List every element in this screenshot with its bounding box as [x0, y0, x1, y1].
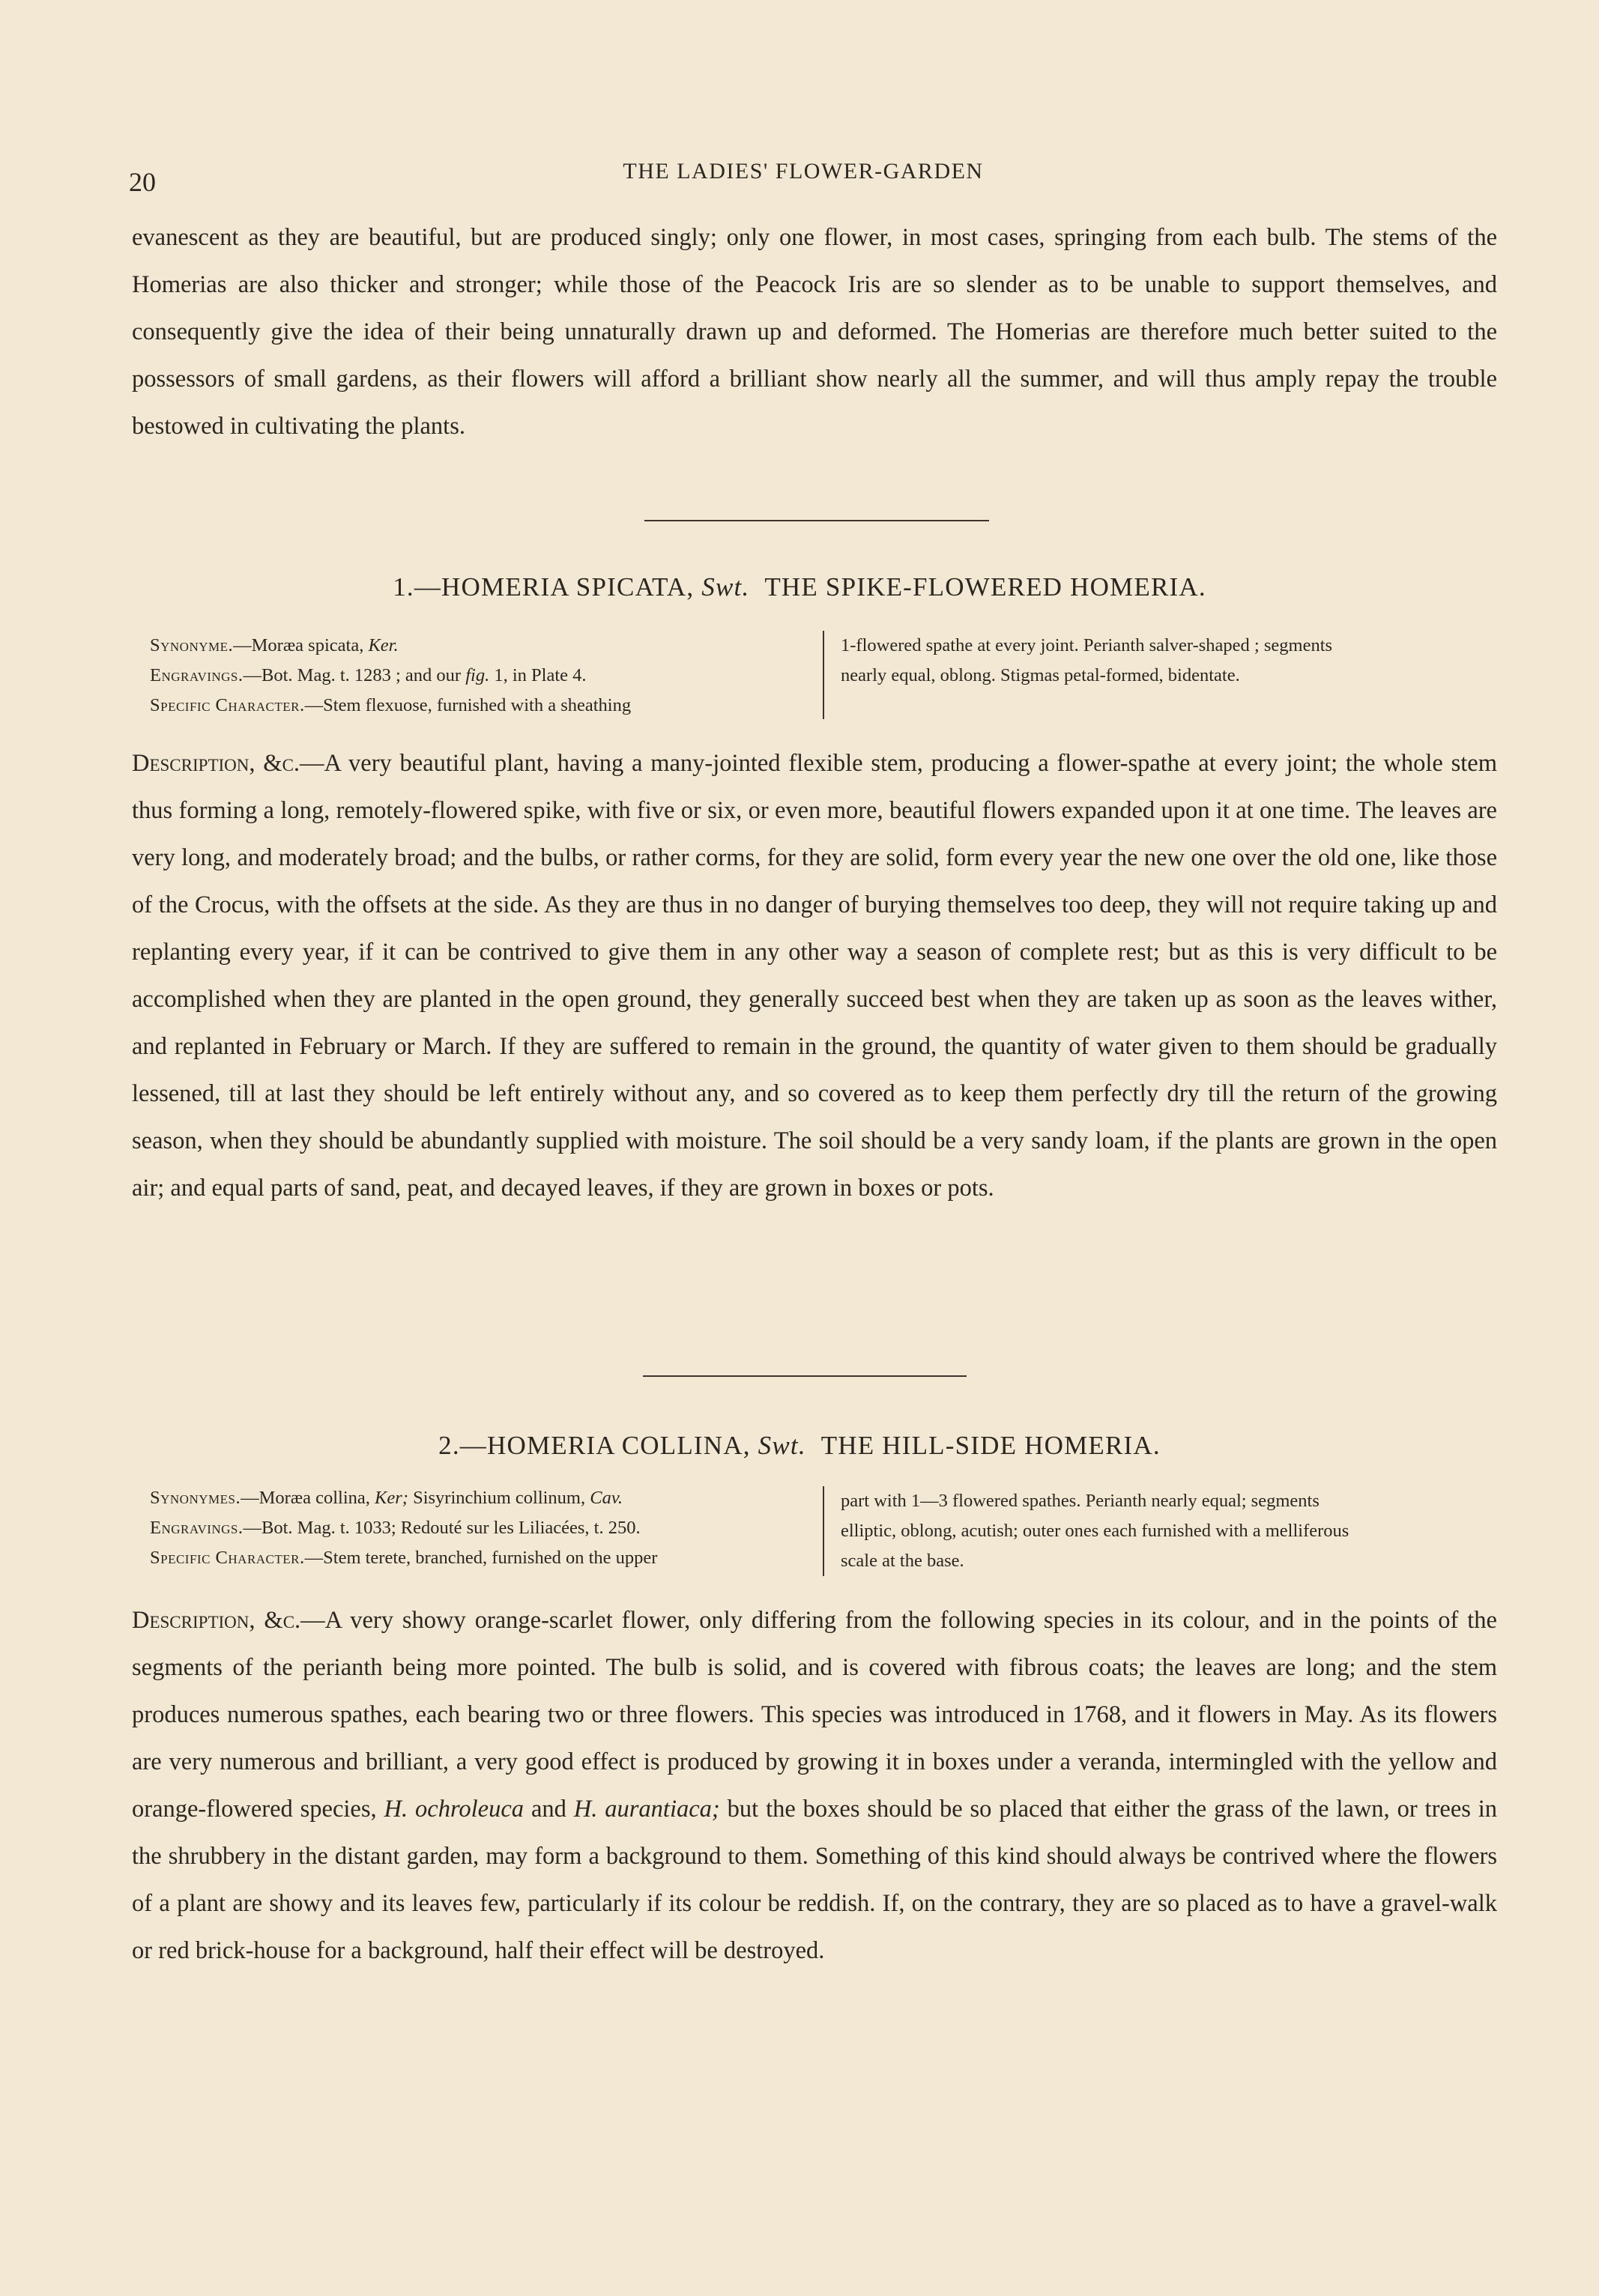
specific-character-label: Specific Character.: [150, 695, 305, 715]
synonym-author: Ker;: [375, 1488, 408, 1508]
species-2-synonyms: [150, 1483, 791, 1573]
species-1-description: [132, 740, 1497, 1212]
species-ref: H. ochroleuca: [384, 1796, 525, 1823]
figure-ref: fig.: [465, 665, 490, 685]
description-lead: Description, &c.: [132, 1607, 301, 1634]
engravings-label: Engravings.: [150, 1518, 244, 1538]
character-line: nearly equal, oblong. Stigmas petal-formed, bidentate.: [841, 665, 1240, 685]
synonym-label: Synonyme.: [150, 635, 234, 655]
description-text: —A very beautiful plant, having a many-jointed flexible stem, producing a flower-spathe at every joint; the whole stem thus forming a long, remotely-flowered spike, with five or six, or even more, beautiful flowers expanded upon it at one time. The leaves are very long, and moderately broad; and the bulbs, or rather corms, for they are solid, form every year the new one over the old one, like those of the Crocus, with the offsets at the side. As they are thus in no danger of burying themselves too deep, they will not require taking up and replanting every year, if it can be contrived to give them in any other way a season of complete rest; but as this is very difficult to be accomplished when they are planted in the open ground, they generally succeed best when they are taken up as soon as the leaves wither, and replanted in February or March. If they are suffered to remain in the ground, the quantity of water given to them should be gradually lessened, till at last they should be left entirely without any, and so covered as to keep them perfectly dry till the return of the growing season, when they should be abundantly supplied with moisture. The soil should be a very sandy loam, if the plants are grown in the open air; and equal parts of sand, peat, and decayed leaves, if they are grown in boxes or pots.: [132, 750, 1497, 1202]
synonym-line: [150, 631, 791, 661]
character-line: part with 1—3 flowered spathes. Perianth nearly equal; segments: [841, 1491, 1320, 1511]
plate-ref: 1, in Plate 4.: [494, 665, 587, 685]
specific-character-line: [150, 1543, 791, 1573]
character-line: elliptic, oblong, acutish; outer ones each furnished with a melliferous: [841, 1521, 1349, 1541]
species-2-latin-name: 2.—HOMERIA COLLINA,: [438, 1431, 751, 1460]
engravings-label: Engravings.: [150, 665, 244, 685]
description-text: —A very showy orange-scarlet flower, only differing from the following species in its colour, and in the points of the segments of the perianth being more pointed. The bulb is solid, and is covered with fibrous coats; the leaves are long; and the stem produces numerous spathes, each bearing two or three flowers. This species was introduced in 1768, and it flowers in May. As its flowers are very numerous and brilliant, a very good effect is produced by growing it in boxes under a veranda, intermingled with the yellow and orange-flowered species,: [132, 1607, 1497, 1823]
section-divider: [643, 1375, 967, 1377]
engravings-line: [150, 661, 791, 691]
specific-character-text: —Stem terete, branched, furnished on the upper: [304, 1548, 658, 1568]
specific-character-label: Specific Character.: [150, 1548, 305, 1568]
engravings-text: —Bot. Mag. t. 1283 ; and our: [243, 665, 462, 685]
synonym-text: Sisyrinchium collinum,: [413, 1488, 586, 1508]
running-head: THE LADIES' FLOWER-GARDEN: [623, 159, 984, 184]
species-1-heading: [0, 572, 1599, 602]
synonym-author: Ker.: [368, 635, 399, 655]
description-text: but the boxes should be so placed that either the grass of the lawn, or trees in the shrubbery in the distant garden, may form a background to them. Something of this kind should always be contrived where the flowers of a plant are showy and its leaves few, particularly if its colour be reddish. If, on the contrary, they are so placed as to have a gravel-walk or red brick-house for a background, half their effect will be destroyed.: [132, 1796, 1498, 1964]
character-line: scale at the base.: [841, 1551, 964, 1571]
specific-character-text: —Stem flexuose, furnished with a sheathing: [304, 695, 632, 715]
character-line: 1-flowered spathe at every joint. Perianth salver-shaped ; segments: [841, 635, 1333, 655]
synonym-label: Synonymes.: [150, 1488, 241, 1508]
species-1-author: Swt.: [701, 572, 750, 602]
species-2-heading: [0, 1431, 1599, 1461]
species-ref: H. aurantiaca;: [573, 1796, 720, 1823]
synonym-line: [150, 1483, 791, 1513]
intro-paragraph: evanescent as they are beautiful, but are produced singly; only one flower, in most cases, springing from each bulb. The stems of the Homerias are also thicker and stronger; while those of the Peacock Iris are so slender as to be unable to support themselves, and consequently give the idea of their being unnaturally drawn up and deformed. The Homerias are therefore much better suited to the possessors of small gardens, as their flowers will afford a brilliant show nearly all the summer, and will thus amply repay the trouble bestowed in cultivating the plants.: [132, 224, 1497, 440]
synonym-text: —Moræa spicata,: [233, 635, 364, 655]
description-lead: Description, &c.: [132, 750, 300, 777]
species-1-character-continued: [823, 631, 1497, 719]
species-2-character-continued: [823, 1486, 1497, 1576]
species-1-common-name: THE SPIKE-FLOWERED HOMERIA.: [764, 572, 1206, 602]
species-2-author: Swt.: [758, 1431, 806, 1460]
page-number: 20: [129, 167, 156, 197]
specific-character-line: [150, 691, 791, 721]
species-1-synonyms: [150, 631, 791, 721]
engravings-text: —Bot. Mag. t. 1033; Redouté sur les Liliacées, t. 250.: [243, 1518, 641, 1538]
conjunction: and: [531, 1796, 566, 1823]
species-1-latin-name: 1.—HOMERIA SPICATA,: [393, 572, 695, 602]
section-divider: [644, 520, 989, 521]
species-2-common-name: THE HILL-SIDE HOMERIA.: [820, 1431, 1161, 1460]
engravings-line: [150, 1513, 791, 1543]
synonym-text: —Moræa collina,: [241, 1488, 370, 1508]
species-2-description: [132, 1597, 1497, 1975]
synonym-author: Cav.: [590, 1488, 623, 1508]
